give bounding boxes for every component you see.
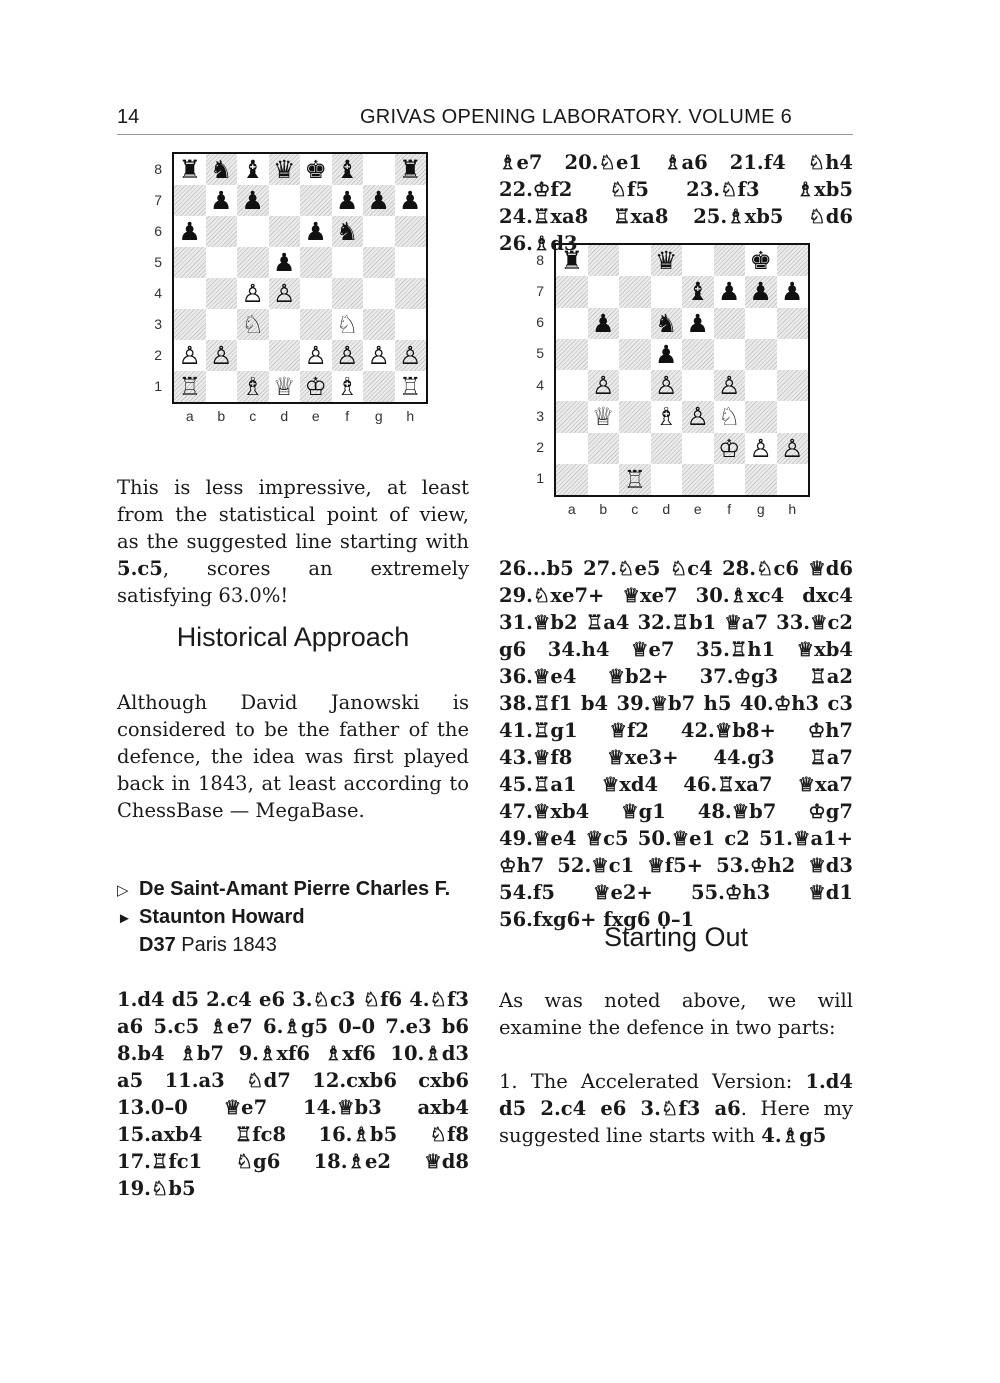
intro-paragraph [117, 474, 469, 609]
chess-piece-icon: ♗ [336, 372, 359, 401]
square-g3 [363, 309, 395, 340]
file-label: c [249, 408, 257, 424]
square-f6 [332, 216, 364, 247]
chess-piece-icon: ♛ [655, 246, 678, 276]
square-a7 [556, 276, 588, 307]
game-moves-left: 1.d4 d5 2.c4 e6 3.♘c3 ♘f6 4.♘f3 a6 5.c5 ♗e7 6.♗g5 0–0 7.e3 b6 8.b4 ♗b7 9.♗xf6 ♗xf6 10.♗d3 a5 11.a3 ♘d7 12.cxb6 cxb6 13.0–0 ♕e7 14.♕b3 axb4 15.axb4 ♖fc8 16.♗b5 ♘f8 17.♖fc1 ♘g6 18.♗e2 ♕d8 19.♘b5 [117, 988, 469, 1200]
square-f4 [332, 278, 364, 309]
heading-historical-approach: Historical Approach [176, 622, 410, 652]
square-d3 [651, 401, 683, 432]
black-player-name: Staunton Howard [139, 906, 305, 928]
file-label: a [185, 408, 194, 424]
square-d2 [269, 340, 301, 371]
square-h4 [395, 278, 427, 309]
chess-piece-icon: ♘ [241, 310, 264, 339]
chess-piece-icon: ♟ [336, 186, 359, 215]
square-c7 [619, 276, 651, 307]
square-d6 [269, 216, 301, 247]
square-b2 [588, 433, 620, 464]
square-f8 [332, 154, 364, 185]
game-info [139, 934, 469, 957]
square-a2 [556, 433, 588, 464]
file-label: b [599, 501, 608, 517]
file-label: h [406, 408, 415, 424]
square-b2 [206, 340, 238, 371]
square-e2 [682, 433, 714, 464]
chess-piece-icon: ♞ [210, 155, 233, 184]
rank-label: 6 [154, 222, 162, 239]
square-f1 [714, 464, 746, 495]
square-h1 [395, 371, 427, 402]
chess-piece-icon: ♜ [178, 155, 201, 184]
chess-piece-icon: ♙ [718, 371, 741, 401]
square-h1 [777, 464, 809, 495]
square-f5 [332, 247, 364, 278]
square-f5 [714, 339, 746, 370]
square-d1 [269, 371, 301, 402]
accelerated-moves: 1.d4 d5 2.c4 e6 3.♘f3 a6 [499, 1070, 853, 1120]
rank-label: 5 [536, 345, 544, 362]
rank-label: 4 [536, 376, 544, 393]
intro-text-2: , scores an extremely satisfying 63.0%! [117, 557, 469, 607]
chess-piece-icon: ♝ [686, 277, 709, 307]
square-d8 [269, 154, 301, 185]
square-b1 [588, 464, 620, 495]
square-g1 [363, 371, 395, 402]
chess-piece-icon: ♟ [178, 217, 201, 246]
square-g7 [745, 276, 777, 307]
file-label: g [756, 501, 765, 517]
square-e3 [300, 309, 332, 340]
square-b6 [588, 308, 620, 339]
eco-code: D37 [139, 934, 176, 956]
rank-label: 8 [154, 160, 162, 177]
rank-label: 7 [154, 191, 162, 208]
square-e5 [682, 339, 714, 370]
chess-piece-icon: ♚ [304, 155, 327, 184]
square-d7 [651, 276, 683, 307]
file-label: d [280, 408, 289, 424]
running-head: GRIVAS OPENING LABORATORY. VOLUME 6 [359, 106, 793, 128]
square-g5 [745, 339, 777, 370]
square-g6 [745, 308, 777, 339]
chess-piece-icon: ♟ [273, 248, 296, 277]
square-c4 [237, 278, 269, 309]
square-d5 [269, 247, 301, 278]
square-f2 [714, 433, 746, 464]
square-g5 [363, 247, 395, 278]
square-f3 [332, 309, 364, 340]
square-c4 [619, 370, 651, 401]
square-d4 [651, 370, 683, 401]
historical-paragraph: Although David Janowski is considered to be the father of the defence, the idea was first played back in 1843, at least according to ChessBase — MegaBase. [117, 691, 469, 822]
file-label: d [662, 501, 671, 517]
chess-piece-icon: ♙ [655, 371, 678, 401]
square-h2 [777, 433, 809, 464]
square-d6 [651, 308, 683, 339]
square-g4 [363, 278, 395, 309]
square-c1 [619, 464, 651, 495]
rank-label: 2 [536, 439, 544, 456]
square-c3 [237, 309, 269, 340]
game-moves-right-top: ♗e7 20.♘e1 ♗a6 21.f4 ♘h4 22.♔f2 ♘f5 23.♘f3 ♗xb5 24.♖xa8 ♖xa8 25.♗xb5 ♘d6 26.♗d3 [499, 151, 853, 255]
chess-piece-icon: ♙ [399, 341, 422, 370]
game-place-year: Paris 1843 [181, 934, 277, 956]
square-h6 [777, 308, 809, 339]
file-label: e [693, 501, 702, 517]
suggested-move: 4.♗g5 [761, 1124, 827, 1147]
chess-piece-icon: ♗ [241, 372, 264, 401]
starting-paragraph: As was noted above, we will examine the defence in two parts: [499, 989, 853, 1039]
file-label: a [567, 501, 576, 517]
square-b3 [588, 401, 620, 432]
square-c6 [619, 308, 651, 339]
square-d4 [269, 278, 301, 309]
square-d3 [269, 309, 301, 340]
square-a4 [556, 370, 588, 401]
page-number: 14 [117, 106, 140, 128]
rank-label: 5 [154, 253, 162, 270]
chess-piece-icon: ♟ [304, 217, 327, 246]
rank-label: 6 [536, 314, 544, 331]
square-b7 [206, 185, 238, 216]
square-c2 [237, 340, 269, 371]
chess-piece-icon: ♖ [623, 464, 646, 494]
chess-piece-icon: ♟ [399, 186, 422, 215]
chess-piece-icon: ♟ [686, 308, 709, 338]
chess-piece-icon: ♛ [273, 155, 296, 184]
square-e3 [682, 401, 714, 432]
black-player-line [117, 906, 477, 929]
square-b4 [588, 370, 620, 401]
chess-piece-icon: ♞ [336, 217, 359, 246]
square-a6 [556, 308, 588, 339]
square-a3 [174, 309, 206, 340]
chess-piece-icon: ♟ [781, 277, 804, 307]
intro-move: 5.c5 [117, 557, 163, 580]
rank-label: 1 [536, 470, 544, 487]
chess-piece-icon: ♜ [399, 155, 422, 184]
square-h7 [395, 185, 427, 216]
chess-piece-icon: ♖ [399, 372, 422, 401]
square-b3 [206, 309, 238, 340]
rank-label: 7 [536, 282, 544, 299]
square-e4 [300, 278, 332, 309]
chessboard-2 [554, 243, 810, 497]
accelerated-paragraph [499, 1068, 853, 1149]
square-e7 [682, 276, 714, 307]
square-d1 [651, 464, 683, 495]
chess-piece-icon: ♝ [241, 155, 264, 184]
square-c7 [237, 185, 269, 216]
square-b6 [206, 216, 238, 247]
chess-piece-icon: ♙ [781, 433, 804, 463]
square-a1 [556, 464, 588, 495]
file-label: e [311, 408, 320, 424]
chess-piece-icon: ♟ [241, 186, 264, 215]
square-c2 [619, 433, 651, 464]
chess-piece-icon: ♟ [718, 277, 741, 307]
file-label: f [727, 501, 732, 517]
square-g3 [745, 401, 777, 432]
square-f4 [714, 370, 746, 401]
square-e1 [300, 371, 332, 402]
square-a4 [174, 278, 206, 309]
square-h6 [395, 216, 427, 247]
square-g8 [363, 154, 395, 185]
square-a6 [174, 216, 206, 247]
square-c8 [237, 154, 269, 185]
rank-label: 3 [154, 315, 162, 332]
chess-piece-icon: ♚ [749, 246, 772, 276]
square-a8 [174, 154, 206, 185]
white-player-line [117, 878, 477, 901]
chess-piece-icon: ♔ [718, 433, 741, 463]
square-c3 [619, 401, 651, 432]
square-b5 [206, 247, 238, 278]
white-marker-icon: ▷ [117, 882, 129, 899]
chess-piece-icon: ♟ [749, 277, 772, 307]
square-d7 [269, 185, 301, 216]
square-f3 [714, 401, 746, 432]
square-e6 [682, 308, 714, 339]
chess-piece-icon: ♙ [749, 433, 772, 463]
square-a3 [556, 401, 588, 432]
square-e2 [300, 340, 332, 371]
accelerated-text-1: 1. The Accelerated Version: [499, 1070, 806, 1093]
square-b8 [206, 154, 238, 185]
chess-piece-icon: ♔ [304, 372, 327, 401]
square-c6 [237, 216, 269, 247]
square-h5 [395, 247, 427, 278]
square-g2 [363, 340, 395, 371]
square-f7 [332, 185, 364, 216]
square-b4 [206, 278, 238, 309]
file-label: b [217, 408, 226, 424]
square-e5 [300, 247, 332, 278]
chess-piece-icon: ♙ [304, 341, 327, 370]
file-label: g [374, 408, 383, 424]
square-h8 [395, 154, 427, 185]
square-h5 [777, 339, 809, 370]
rank-label: 8 [536, 251, 544, 268]
square-e6 [300, 216, 332, 247]
chess-piece-icon: ♘ [336, 310, 359, 339]
square-d2 [651, 433, 683, 464]
square-g1 [745, 464, 777, 495]
square-a1 [174, 371, 206, 402]
chessboard-1 [172, 152, 428, 404]
heading-starting-out: Starting Out [603, 922, 749, 952]
file-label: c [631, 501, 639, 517]
chess-piece-icon: ♕ [592, 402, 615, 432]
square-g4 [745, 370, 777, 401]
rank-label: 1 [154, 377, 162, 394]
rank-label: 2 [154, 346, 162, 363]
square-d5 [651, 339, 683, 370]
chess-piece-icon: ♗ [655, 402, 678, 432]
header-rule [117, 134, 853, 135]
chess-piece-icon: ♙ [686, 402, 709, 432]
file-label: f [345, 408, 350, 424]
square-a7 [174, 185, 206, 216]
file-label: h [788, 501, 797, 517]
square-g2 [745, 433, 777, 464]
accelerated-text-2: . Here my suggested line starts with [499, 1097, 853, 1147]
square-b5 [588, 339, 620, 370]
black-marker-icon: ► [117, 910, 132, 927]
chess-piece-icon: ♝ [336, 155, 359, 184]
chess-piece-icon: ♖ [178, 372, 201, 401]
chess-piece-icon: ♙ [210, 341, 233, 370]
square-h4 [777, 370, 809, 401]
chess-piece-icon: ♙ [273, 279, 296, 308]
chess-piece-icon: ♞ [655, 308, 678, 338]
square-h3 [777, 401, 809, 432]
chess-piece-icon: ♙ [336, 341, 359, 370]
square-g7 [363, 185, 395, 216]
square-a5 [174, 247, 206, 278]
chess-piece-icon: ♟ [655, 339, 678, 369]
square-e7 [300, 185, 332, 216]
white-player-name: De Saint-Amant Pierre Charles F. [139, 878, 451, 900]
square-f7 [714, 276, 746, 307]
square-b7 [588, 276, 620, 307]
chess-piece-icon: ♘ [718, 402, 741, 432]
chess-piece-icon: ♟ [210, 186, 233, 215]
intro-text-1: This is less impressive, at least from the statistical point of view, as the suggested line starting with [117, 476, 469, 553]
square-h2 [395, 340, 427, 371]
square-g6 [363, 216, 395, 247]
square-c1 [237, 371, 269, 402]
square-c5 [619, 339, 651, 370]
game-moves-right-bottom: 26...b5 27.♘e5 ♘c4 28.♘c6 ♕d6 29.♘xe7+ ♕xe7 30.♗xc4 dxc4 31.♕b2 ♖a4 32.♖b1 ♕a7 33.♕c2 g6 34.h4 ♕e7 35.♖h1 ♕xb4 36.♕e4 ♕b2+ 37.♔g3 ♖a2 38.♖f1 b4 39.♕b7 h5 40.♔h3 c3 41.♖g1 ♕f2 42.♕b8+ ♔h7 43.♕f8 ♕xe3+ 44.g3 ♖a7 45.♖a1 ♕xd4 46.♖xa7 ♕xa7 47.♕xb4 ♕g1 48.♕b7 ♔g7 49.♕e4 ♕c5 50.♕e1 c2 51.♕a1+ ♔h7 52.♕c1 ♕f5+ 53.♔h2 ♕d3 54.f5 ♕e2+ 55.♔h3 ♕d1 56.fxg6+ fxg6 0–1 [499, 557, 853, 931]
chess-piece-icon: ♕ [273, 372, 296, 401]
square-e1 [682, 464, 714, 495]
chess-piece-icon: ♜ [560, 246, 583, 276]
chess-piece-icon: ♙ [178, 341, 201, 370]
square-f6 [714, 308, 746, 339]
square-b1 [206, 371, 238, 402]
square-c5 [237, 247, 269, 278]
chess-piece-icon: ♙ [367, 341, 390, 370]
chess-piece-icon: ♟ [592, 308, 615, 338]
rank-label: 3 [536, 407, 544, 424]
square-h3 [395, 309, 427, 340]
square-h7 [777, 276, 809, 307]
square-f1 [332, 371, 364, 402]
square-f2 [332, 340, 364, 371]
chess-piece-icon: ♙ [241, 279, 264, 308]
square-a5 [556, 339, 588, 370]
chess-piece-icon: ♟ [367, 186, 390, 215]
rank-label: 4 [154, 284, 162, 301]
square-e8 [300, 154, 332, 185]
square-a2 [174, 340, 206, 371]
square-e4 [682, 370, 714, 401]
chess-piece-icon: ♙ [592, 371, 615, 401]
